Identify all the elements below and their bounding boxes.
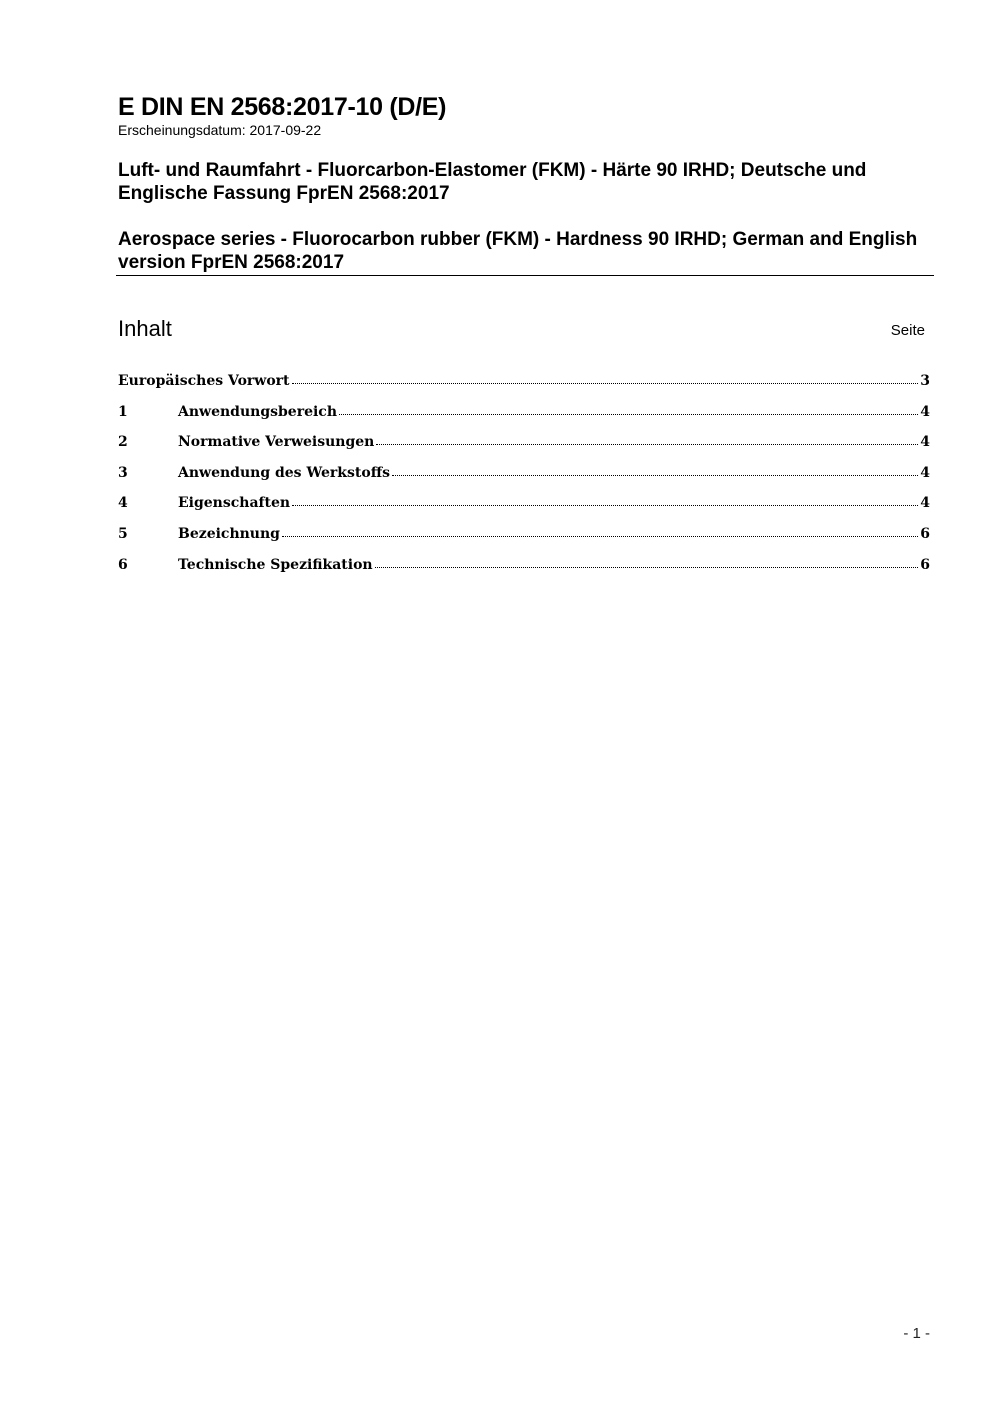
toc-page-column-label: Seite — [890, 322, 925, 339]
toc-entry-2[interactable] — [118, 432, 930, 463]
toc-entry-page: 3 — [920, 373, 930, 389]
toc-entry-label: Normative Verweisungen — [178, 434, 375, 451]
toc-dot-leader — [375, 555, 919, 568]
toc-entry-label: Bezeichnung — [178, 525, 280, 542]
toc-entry-page: 4 — [920, 464, 930, 481]
toc-entry-label: Anwendungsbereich — [178, 403, 337, 420]
toc-entry-number: 3 — [118, 464, 128, 481]
toc-entry-label: Technische Spezifikation — [178, 556, 373, 573]
toc-entry-5[interactable] — [118, 524, 930, 555]
toc-entry-label: Europäisches Vorwort — [118, 373, 290, 389]
toc-entry-3[interactable] — [118, 463, 930, 494]
title-english: Aerospace series - Fluorocarbon rubber (FKM) - Hardness 90 IRHD; German and English version FprEN 2568:2017 — [118, 229, 918, 273]
toc-entry-number: 5 — [118, 525, 128, 542]
toc-dot-leader — [292, 493, 918, 506]
toc-entry-page: 4 — [920, 403, 930, 420]
toc-entry-number: 1 — [118, 403, 128, 420]
toc-entry-number: 6 — [118, 556, 128, 573]
title-divider — [116, 275, 934, 276]
toc-dot-leader — [392, 463, 918, 476]
toc-dot-leader — [282, 524, 918, 537]
document-id: E DIN EN 2568:2017-10 (D/E) — [118, 93, 447, 121]
toc-dot-leader — [376, 432, 918, 445]
toc-dot-leader — [339, 402, 918, 415]
toc-entry-number: 2 — [118, 434, 128, 451]
toc-heading: Inhalt — [118, 316, 172, 341]
toc-entry-foreword[interactable] — [118, 371, 930, 402]
toc-entry-label: Eigenschaften — [178, 495, 291, 512]
toc-entry-page: 6 — [920, 556, 930, 573]
page-number: - 1 - — [903, 1325, 930, 1342]
table-of-contents — [118, 371, 930, 585]
toc-entry-1[interactable] — [118, 402, 930, 433]
toc-entry-number: 4 — [118, 495, 128, 512]
toc-dot-leader — [292, 371, 919, 384]
toc-entry-6[interactable] — [118, 555, 930, 586]
toc-entry-page: 4 — [920, 434, 930, 451]
title-german: Luft- und Raumfahrt - Fluorcarbon-Elastomer (FKM) - Härte 90 IRHD; Deutsche und Englische Fassung FprEN 2568:2017 — [118, 160, 867, 204]
toc-entry-label: Anwendung des Werkstoffs — [178, 464, 391, 481]
publication-date: Erscheinungsdatum: 2017-09-22 — [118, 122, 322, 138]
toc-entry-page: 6 — [920, 525, 930, 542]
toc-entry-4[interactable] — [118, 493, 930, 524]
toc-entry-page: 4 — [920, 495, 930, 512]
